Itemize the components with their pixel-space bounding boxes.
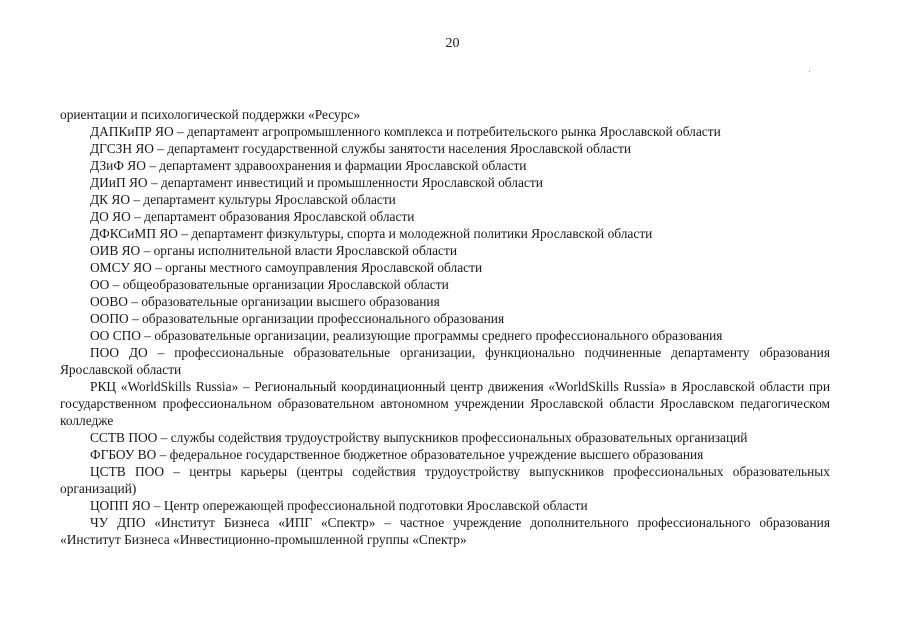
abbreviation-entry: ССТВ ПОО – службы содействия трудоустройству выпускников профессиональных образовательных организаций	[90, 430, 748, 445]
abbreviation-entry: ООПО – образовательные организации профессионального образования	[90, 311, 505, 326]
scan-speck	[809, 71, 810, 72]
abbreviation-entry: ОИВ ЯО – органы исполнительной власти Ярославской области	[90, 243, 458, 258]
abbreviation-entry: ДИиП ЯО – департамент инвестиций и промышленности Ярославской области	[90, 175, 543, 190]
abbreviation-entry: ЦСТВ ПОО – центры карьеры (центры содействия трудоустройству выпускников профессиональных образовательных организаций)	[60, 464, 830, 496]
abbreviation-entry: ДГСЗН ЯО – департамент государственной службы занятости населения Ярославской области	[90, 141, 632, 156]
abbreviation-entry: ДАПКиПР ЯО – департамент агропромышленного комплекса и потребительского рынка Ярославской области	[90, 124, 721, 139]
abbreviation-entry: РКЦ «WorldSkills Russia» – Региональный координационный центр движения «WorldSkills Russia» в Ярославской области при государственном профессиональном образовательном автономном учреждении Ярославской области Ярославском педагогическом колледже	[60, 379, 830, 428]
page-number: 20	[445, 36, 460, 51]
abbreviation-entry: ДФКСиМП ЯО – департамент физкультуры, спорта и молодежной политики Ярославской области	[90, 226, 653, 241]
abbreviation-entry: ОМСУ ЯО – органы местного самоуправления Ярославской области	[90, 260, 483, 275]
abbreviation-entry: ФГБОУ ВО – федеральное государственное бюджетное образовательное учреждение высшего образования	[90, 447, 704, 462]
abbreviations-list	[60, 106, 830, 548]
abbreviation-entry: ДЗиФ ЯО – департамент здравоохранения и фармации Ярославской области	[90, 158, 527, 173]
abbreviation-entry: ДО ЯО – департамент образования Ярославской области	[90, 209, 415, 224]
abbreviation-entry: ПОО ДО – профессиональные образовательные организации, функционально подчиненные департаменту образования Ярославской области	[60, 345, 830, 377]
abbreviation-entry: ЧУ ДПО «Институт Бизнеса «ИПГ «Спектр» – частное учреждение дополнительного профессионального образования «Институт Бизнеса «Инвестиционно-промышленной группы «Спектр»	[60, 515, 830, 547]
abbreviation-entry: ОО СПО – образовательные организации, реализующие программы среднего профессионального образования	[90, 328, 723, 343]
abbreviation-entry: ДК ЯО – департамент культуры Ярославской области	[90, 192, 396, 207]
abbreviation-entry: ООВО – образовательные организации высшего образования	[90, 294, 440, 309]
abbreviation-entry: ОО – общеобразовательные организации Ярославской области	[90, 277, 449, 292]
continuation-line: ориентации и психологической поддержки «Ресурс»	[60, 107, 361, 122]
abbreviation-entry: ЦОПП ЯО – Центр опережающей профессиональной подготовки Ярославской области	[90, 498, 588, 513]
